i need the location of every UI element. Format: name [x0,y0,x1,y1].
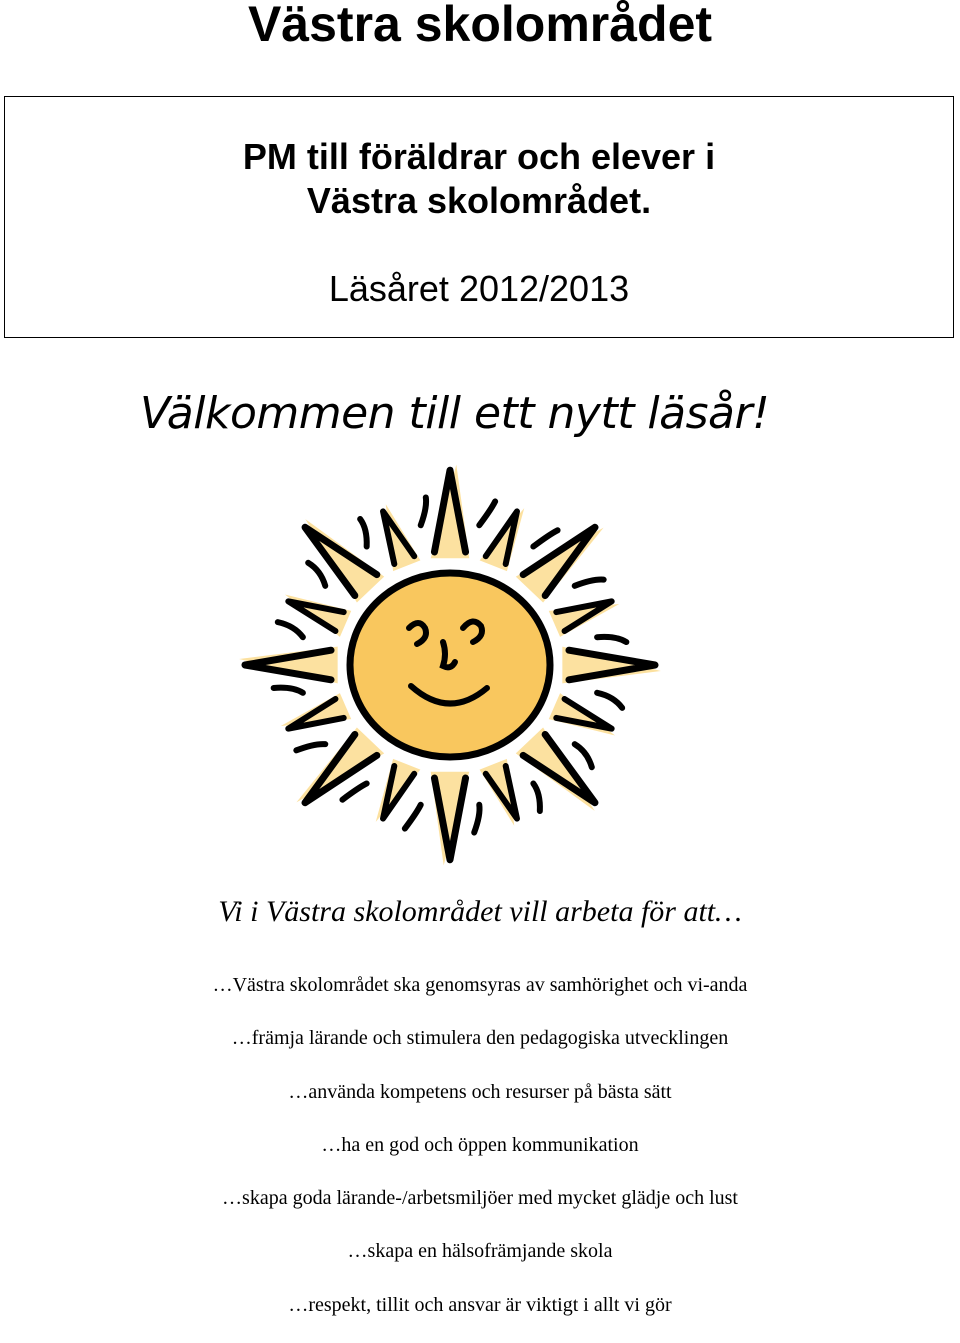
pm-header-box [4,96,954,338]
sun-ray-dash [421,497,426,525]
sun-ray-dash [597,693,622,708]
goal-item: …främja lärande och stimulera den pedagogiska utvecklingen [231,1027,729,1050]
sun-ray-dash [360,519,367,546]
sun-ray-dash [575,744,592,767]
goal-item: …använda kompetens och resurser på bästa sätt [288,1080,672,1103]
sun-ray-dash [597,637,626,642]
sun-ray-dash [479,501,495,525]
pm-heading [5,135,953,223]
sun-ray-dash [278,622,303,637]
lead-text: Vi i Västra skolområdet vill arbeta för att… [218,895,742,928]
sun-ray-dash [296,744,325,750]
goal-item: …ha en god och öppen kommunikation [321,1133,639,1156]
smiling-sun-icon [215,450,685,870]
document-title: Västra skolområdet [247,0,713,52]
sun-ray-dash [575,580,604,586]
goal-item: …respekt, tillit och ansvar är viktigt i allt vi gör [288,1293,672,1316]
sun-ray-dash [405,805,421,829]
school-year: Läsåret 2012/2013 [328,268,630,309]
sun-ray-dash [474,805,479,833]
sun-ray-dash [308,563,325,586]
sun-ray-dash [342,783,366,799]
pm-heading-line-1: PM till föräldrar och elever i [242,136,716,177]
pm-heading-line-2: Västra skolområdet. [306,180,652,221]
goal-item: …skapa en hälsofrämjande skola [347,1240,613,1263]
goals-list [0,970,960,1343]
goal-item: …skapa goda lärande-/arbetsmiljöer med mycket glädje och lust [222,1187,738,1210]
sun-ray-dash [274,688,303,693]
goal-item: …Västra skolområdet ska genomsyras av samhörighet och vi-anda [212,974,748,996]
welcome-message: Välkommen till ett nytt läsår! [140,388,770,439]
sun-ray-dash [533,530,557,546]
sun-ray-dash [533,783,540,810]
